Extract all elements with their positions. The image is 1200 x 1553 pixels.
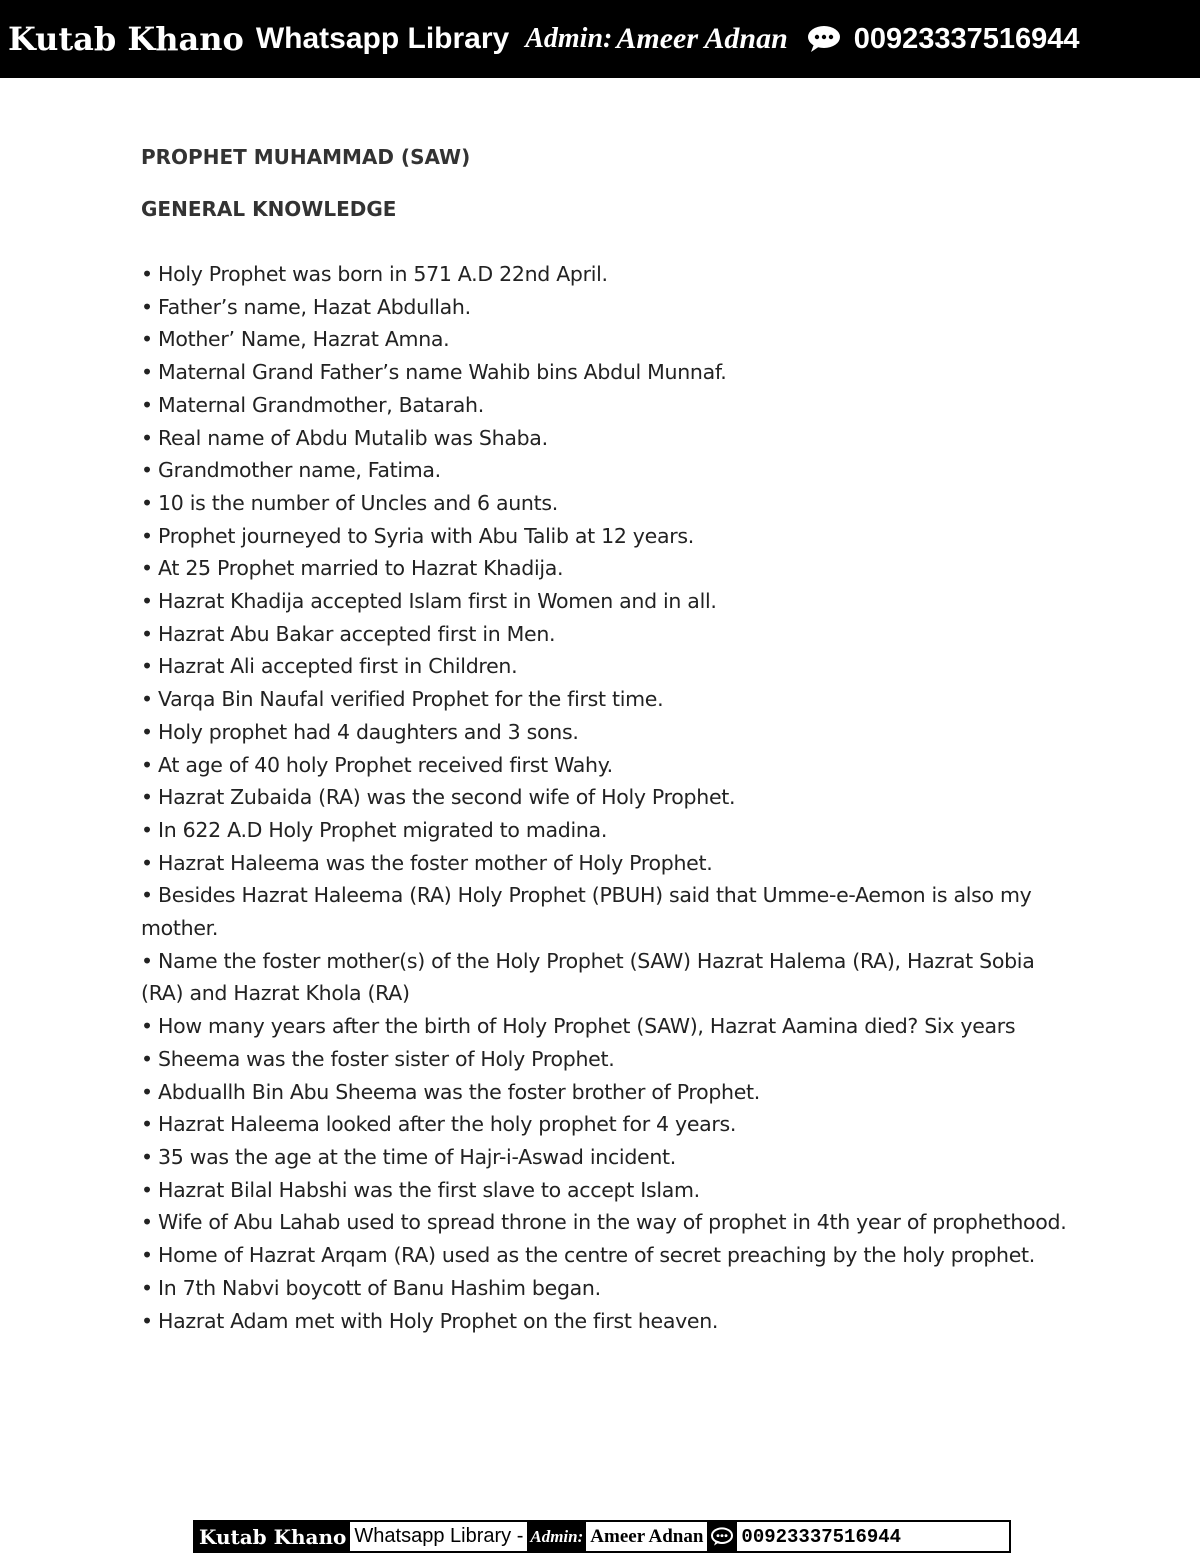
fact-item xyxy=(141,1076,1071,1109)
fact-text: Father’s name, Hazat Abdullah. xyxy=(158,294,471,319)
chat-bubble-icon xyxy=(710,1526,734,1548)
fact-item xyxy=(141,781,1071,814)
fact-text: Hazrat Bilal Habshi was the first slave to accept Islam. xyxy=(158,1177,700,1202)
bullet-glyph: • xyxy=(141,883,153,908)
fact-text: Besides Hazrat Haleema (RA) Holy Prophet (PBUH) said that Umme-e-Aemon is also my mother. xyxy=(141,883,1032,941)
bullet-glyph: • xyxy=(141,262,153,286)
fact-item xyxy=(141,945,1071,1010)
bullet-glyph: • xyxy=(141,556,153,581)
bullet-glyph: • xyxy=(141,621,153,646)
fact-item xyxy=(141,389,1071,422)
fact-text: Hazrat Adam met with Holy Prophet on the first heaven. xyxy=(158,1308,719,1333)
fact-text: Varqa Bin Naufal verified Prophet for the first time. xyxy=(158,687,664,712)
fact-text: In 7th Nabvi boycott of Banu Hashim began. xyxy=(158,1275,601,1300)
fact-item xyxy=(141,454,1071,487)
fact-text: Hazrat Ali accepted first in Children. xyxy=(158,654,518,679)
fact-text: Wife of Abu Lahab used to spread throne in the way of prophet in 4th year of prophethood. xyxy=(158,1210,1067,1235)
bullet-glyph: • xyxy=(141,752,153,777)
document-body xyxy=(141,142,1071,1337)
fact-text: Name the foster mother(s) of the Holy Prophet (SAW) Hazrat Halema (RA), Hazrat Sobia (RA) and Hazrat Khola (RA) xyxy=(141,948,1035,1006)
fact-item xyxy=(141,683,1071,716)
footer-library-name: Whatsapp Library - xyxy=(350,1522,527,1551)
fact-text: Prophet journeyed to Syria with Abu Talib at 12 years. xyxy=(158,523,694,548)
bullet-glyph: • xyxy=(141,1046,153,1071)
fact-text: In 622 A.D Holy Prophet migrated to madina. xyxy=(158,817,608,842)
header-banner xyxy=(0,0,1200,78)
fact-item xyxy=(141,716,1071,749)
fact-text: Hazrat Zubaida (RA) was the second wife of Holy Prophet. xyxy=(158,785,736,810)
bullet-glyph: • xyxy=(141,490,153,515)
fact-item xyxy=(141,585,1071,618)
fact-item xyxy=(141,323,1071,356)
bullet-glyph: • xyxy=(141,654,153,679)
fact-text: Maternal Grand Father’s name Wahib bins Abdul Munnaf. xyxy=(158,360,727,385)
fact-item xyxy=(141,356,1071,389)
fact-item xyxy=(141,1174,1071,1207)
fact-text: At age of 40 holy Prophet received first Wahy. xyxy=(158,752,613,777)
fact-item xyxy=(141,422,1071,455)
footer-banner xyxy=(193,1520,1011,1553)
chat-bubble-icon xyxy=(806,24,842,54)
bullet-glyph: • xyxy=(141,360,153,385)
banner-admin-name: Ameer Adnan xyxy=(616,22,788,55)
bullet-glyph: • xyxy=(141,1275,153,1300)
banner-library-name: Whatsapp Library xyxy=(255,22,510,55)
footer-icon-box xyxy=(707,1522,737,1551)
bullet-glyph: • xyxy=(141,1210,153,1235)
bullet-glyph: • xyxy=(141,1243,153,1268)
fact-item xyxy=(141,487,1071,520)
bullet-glyph: • xyxy=(141,294,153,319)
bullet-glyph: • xyxy=(141,458,153,483)
facts-list xyxy=(141,258,1071,1337)
fact-item xyxy=(141,1239,1071,1272)
fact-text: Hazrat Abu Bakar accepted first in Men. xyxy=(158,621,556,646)
bullet-glyph: • xyxy=(141,1308,153,1333)
fact-text: Hazrat Khadija accepted Islam first in Women and in all. xyxy=(158,589,717,614)
fact-text: Hazrat Haleema looked after the holy prophet for 4 years. xyxy=(158,1112,737,1137)
bullet-glyph: • xyxy=(141,785,153,810)
fact-item xyxy=(141,1108,1071,1141)
fact-item xyxy=(141,1272,1071,1305)
bullet-glyph: • xyxy=(141,1144,153,1169)
bullet-glyph: • xyxy=(141,425,153,450)
bullet-glyph: • xyxy=(141,719,153,744)
fact-text: Maternal Grandmother, Batarah. xyxy=(158,392,484,417)
fact-text: At 25 Prophet married to Hazrat Khadija. xyxy=(158,556,564,581)
fact-item xyxy=(141,520,1071,553)
fact-text: Sheema was the foster sister of Holy Prophet. xyxy=(158,1046,615,1071)
fact-item xyxy=(141,1305,1071,1338)
fact-text: Home of Hazrat Arqam (RA) used as the centre of secret preaching by the holy prophet. xyxy=(158,1243,1036,1268)
bullet-glyph: • xyxy=(141,850,153,875)
fact-text: Hazrat Haleema was the foster mother of Holy Prophet. xyxy=(158,850,713,875)
banner-phone-number: 00923337516944 xyxy=(853,22,1080,55)
fact-text: Abduallh Bin Abu Sheema was the foster brother of Prophet. xyxy=(158,1079,761,1104)
fact-item xyxy=(141,1206,1071,1239)
bullet-glyph: • xyxy=(141,817,153,842)
bullet-glyph: • xyxy=(141,1014,153,1039)
bullet-glyph: • xyxy=(141,327,153,352)
fact-item xyxy=(141,1141,1071,1174)
footer-phone-number: 00923337516944 xyxy=(737,1522,1009,1551)
bullet-glyph: • xyxy=(141,1177,153,1202)
document-subtitle: GENERAL KNOWLEDGE xyxy=(141,197,397,221)
footer-admin-label: Admin: xyxy=(527,1522,586,1551)
fact-item xyxy=(141,552,1071,585)
fact-item xyxy=(141,650,1071,683)
footer-brand: Kutab Khano xyxy=(195,1522,350,1551)
bullet-glyph: • xyxy=(141,1079,153,1104)
fact-item xyxy=(141,258,1071,291)
bullet-glyph: • xyxy=(141,392,153,417)
fact-item xyxy=(141,618,1071,651)
fact-item xyxy=(141,847,1071,880)
fact-text: Holy prophet had 4 daughters and 3 sons. xyxy=(158,719,579,744)
fact-text: Mother’ Name, Hazrat Amna. xyxy=(158,327,450,352)
fact-text: 10 is the number of Uncles and 6 aunts. xyxy=(158,490,558,515)
document-title: PROPHET MUHAMMAD (SAW) xyxy=(141,145,471,169)
bullet-glyph: • xyxy=(141,687,153,712)
banner-brand: Kutab Khano xyxy=(8,20,244,58)
fact-item xyxy=(141,1010,1071,1043)
fact-text: Grandmother name, Fatima. xyxy=(158,458,441,483)
bullet-glyph: • xyxy=(141,523,153,548)
fact-text: 35 was the age at the time of Hajr-i-Aswad incident. xyxy=(158,1144,676,1169)
bullet-glyph: • xyxy=(141,948,153,973)
fact-item xyxy=(141,879,1071,944)
fact-text: How many years after the birth of Holy Prophet (SAW), Hazrat Aamina died? Six years xyxy=(158,1014,1016,1039)
fact-item xyxy=(141,1043,1071,1076)
bullet-glyph: • xyxy=(141,1112,153,1137)
footer-admin-name: Ameer Adnan xyxy=(586,1522,707,1551)
fact-item xyxy=(141,814,1071,847)
fact-text: Real name of Abdu Mutalib was Shaba. xyxy=(158,425,548,450)
fact-text: Holy Prophet was born in 571 A.D 22nd April. xyxy=(158,262,608,286)
fact-item xyxy=(141,291,1071,324)
banner-admin-label: Admin: xyxy=(525,23,613,54)
bullet-glyph: • xyxy=(141,589,153,614)
fact-item xyxy=(141,749,1071,782)
